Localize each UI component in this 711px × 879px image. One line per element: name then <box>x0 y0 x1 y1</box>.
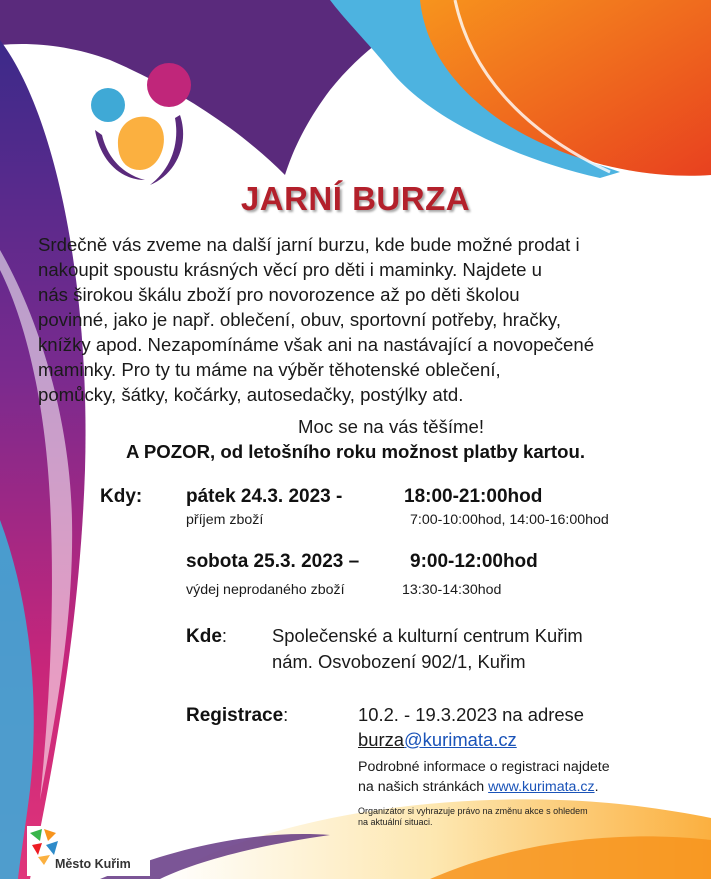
registration-label-group <box>186 704 288 727</box>
when-label: Kdy: <box>100 486 143 507</box>
saturday-time: 9:00-12:00hod <box>410 551 538 572</box>
disclaimer <box>358 806 588 828</box>
registration-label: Registrace <box>186 705 284 726</box>
email-user[interactable]: burza <box>358 729 405 750</box>
closing-text: Moc se na vás těšíme! <box>298 416 485 437</box>
registration-dates: 10.2. - 19.3.2023 na adrese <box>358 704 584 725</box>
website-link[interactable]: www.kurimata.cz <box>488 779 595 795</box>
intro-paragraph <box>38 232 694 407</box>
info-prefix: na našich stránkách <box>358 779 485 795</box>
registration-info-line1: Podrobné informace o registraci najdete <box>358 759 610 775</box>
friday-time: 18:00-21:00hod <box>404 486 543 507</box>
saturday-sub-times: 13:30-14:30hod <box>402 582 502 598</box>
intro-line: maminky. Pro ty tu máme na výběr těhotenské oblečení, <box>38 359 501 380</box>
payment-notice: A POZOR, od letošního roku možnost platby kartou. <box>125 441 585 462</box>
city-logo-text: Město Kuřim <box>55 857 131 871</box>
intro-line: nás širokou škálu zboží pro novorozence až po děti školou <box>38 284 520 305</box>
intro-line: nakoupit spoustu krásných věcí pro děti i maminky. Najdete u <box>38 259 543 280</box>
where-label: Kde <box>186 626 222 647</box>
where-label-group <box>186 625 227 648</box>
page-title: JARNÍ BURZA <box>240 180 471 217</box>
intro-line: knížky apod. Nezapomínáme však ani na nastávající a novopečené <box>38 334 595 355</box>
venue-address: nám. Osvobození 902/1, Kuřim <box>272 651 526 672</box>
disclaimer-line2: na aktuální situaci. <box>358 817 433 827</box>
intro-line: pomůcky, šátky, kočárky, autosedačky, postýlky atd. <box>38 384 464 405</box>
info-suffix: . <box>594 779 599 795</box>
intro-line: povinné, jako je např. oblečení, obuv, sportovní potřeby, hračky, <box>38 309 561 330</box>
saturday-date: sobota 25.3. 2023 – <box>186 551 360 572</box>
family-logo-icon <box>91 63 191 185</box>
where-colon: : <box>221 625 228 646</box>
email-domain-link[interactable]: @kurimata.cz <box>404 729 517 750</box>
registration-info-line2 <box>358 779 599 795</box>
saturday-sub-label: výdej neprodaného zboží <box>186 582 345 598</box>
friday-sub-label: příjem zboží <box>186 512 264 528</box>
friday-date: pátek 24.3. 2023 - <box>186 486 343 507</box>
intro-line: Srdečně vás zveme na další jarní burzu, kde bude možné prodat i <box>38 234 580 255</box>
disclaimer-line1: Organizátor si vyhrazuje právo na změnu akce s ohledem <box>358 806 588 816</box>
registration-email[interactable] <box>358 729 517 751</box>
venue-name: Společenské a kulturní centrum Kuřim <box>272 625 583 646</box>
friday-sub-times: 7:00-10:00hod, 14:00-16:00hod <box>410 512 609 528</box>
registration-colon: : <box>283 704 289 725</box>
